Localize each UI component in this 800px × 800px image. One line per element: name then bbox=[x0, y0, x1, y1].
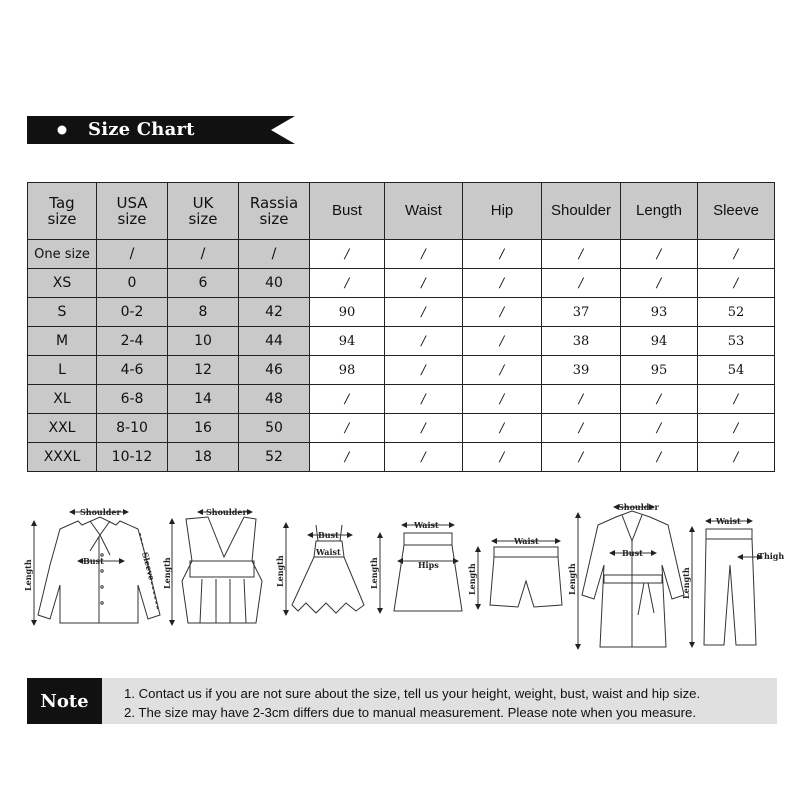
table-cell: 42 bbox=[239, 298, 310, 327]
table-header-row bbox=[28, 183, 775, 240]
label-waist-5: Waist bbox=[514, 536, 539, 546]
table-cell: / bbox=[621, 443, 698, 472]
table-cell: / bbox=[542, 269, 621, 298]
table-cell: 90 bbox=[310, 298, 385, 327]
column-header: Bust bbox=[310, 183, 385, 240]
table-cell: XXL bbox=[28, 414, 97, 443]
table-cell: / bbox=[542, 240, 621, 269]
column-header: USA size bbox=[97, 183, 168, 240]
column-header: Hip bbox=[463, 183, 542, 240]
table-cell: 48 bbox=[239, 385, 310, 414]
table-cell: / bbox=[463, 269, 542, 298]
table-cell: 0 bbox=[97, 269, 168, 298]
table-cell: / bbox=[698, 414, 775, 443]
column-header: Length bbox=[621, 183, 698, 240]
table-cell: / bbox=[385, 298, 463, 327]
table-body bbox=[28, 240, 775, 472]
size-table bbox=[27, 182, 775, 472]
table-cell: M bbox=[28, 327, 97, 356]
column-header: Tag size bbox=[28, 183, 97, 240]
table-cell: 38 bbox=[542, 327, 621, 356]
table-cell: / bbox=[463, 443, 542, 472]
label-shoulder-1: Shoulder bbox=[80, 507, 121, 517]
table-cell: / bbox=[698, 385, 775, 414]
table-cell: / bbox=[385, 443, 463, 472]
label-sleeve: Sleeve bbox=[140, 550, 158, 582]
table-cell: / bbox=[542, 385, 621, 414]
table-cell: 8-10 bbox=[97, 414, 168, 443]
table-cell: 12 bbox=[168, 356, 239, 385]
table-cell: 16 bbox=[168, 414, 239, 443]
table-cell: XXXL bbox=[28, 443, 97, 472]
table-cell: 94 bbox=[310, 327, 385, 356]
table-cell: S bbox=[28, 298, 97, 327]
table-cell: / bbox=[310, 385, 385, 414]
table-cell: 4-6 bbox=[97, 356, 168, 385]
table-cell: / bbox=[310, 269, 385, 298]
table-cell: / bbox=[621, 269, 698, 298]
table-cell: 39 bbox=[542, 356, 621, 385]
table-cell: 44 bbox=[239, 327, 310, 356]
table-cell: 14 bbox=[168, 385, 239, 414]
label-waist-3: Waist bbox=[316, 547, 341, 557]
label-length-2: Length bbox=[162, 557, 172, 589]
table-cell: / bbox=[385, 240, 463, 269]
table-cell: / bbox=[463, 414, 542, 443]
table-cell: / bbox=[239, 240, 310, 269]
label-hips: Hips bbox=[418, 560, 439, 570]
label-waist-7: Waist bbox=[716, 516, 741, 526]
table-cell: 95 bbox=[621, 356, 698, 385]
table-cell: / bbox=[385, 385, 463, 414]
table-cell: 93 bbox=[621, 298, 698, 327]
column-header: Shoulder bbox=[542, 183, 621, 240]
table-cell: 40 bbox=[239, 269, 310, 298]
table-cell: / bbox=[310, 240, 385, 269]
table-cell: 2-4 bbox=[97, 327, 168, 356]
table-cell: 37 bbox=[542, 298, 621, 327]
note-line-2: 2. The size may have 2-3cm differs due to manual measurement. Please note when you measure. bbox=[124, 705, 697, 720]
table-cell: / bbox=[621, 385, 698, 414]
table-cell: 50 bbox=[239, 414, 310, 443]
table-cell: L bbox=[28, 356, 97, 385]
label-length-5: Length bbox=[467, 563, 477, 595]
label-waist-4: Waist bbox=[414, 520, 439, 530]
table-row bbox=[28, 269, 775, 298]
label-length-1: Length bbox=[23, 559, 33, 591]
table-row bbox=[28, 385, 775, 414]
table-cell: / bbox=[621, 414, 698, 443]
label-thigh: Thigh bbox=[758, 551, 785, 561]
column-header: Sleeve bbox=[698, 183, 775, 240]
table-cell: One size bbox=[28, 240, 97, 269]
table-cell: 46 bbox=[239, 356, 310, 385]
note-label: Note bbox=[27, 678, 102, 724]
label-bust-1: Bust bbox=[83, 556, 104, 566]
label-length-6: Length bbox=[567, 563, 577, 595]
note-bar bbox=[27, 678, 777, 724]
table-cell: / bbox=[463, 298, 542, 327]
note-line-1: 1. Contact us if you are not sure about the size, tell us your height, weight, bust, waist and hip size. bbox=[124, 686, 701, 701]
table-cell: / bbox=[463, 356, 542, 385]
table-cell: / bbox=[463, 385, 542, 414]
label-shoulder-6: Shoulder bbox=[618, 502, 659, 512]
table-cell: XS bbox=[28, 269, 97, 298]
column-header: Rassia size bbox=[239, 183, 310, 240]
table-row bbox=[28, 327, 775, 356]
table-cell: / bbox=[542, 414, 621, 443]
garment-illustrations bbox=[20, 495, 785, 665]
table-cell: / bbox=[542, 443, 621, 472]
table-row bbox=[28, 298, 775, 327]
table-cell: / bbox=[463, 240, 542, 269]
label-bust-6: Bust bbox=[622, 548, 643, 558]
size-chart-title: Size Chart bbox=[88, 119, 195, 140]
table-cell: / bbox=[385, 269, 463, 298]
blouse-diagram bbox=[34, 512, 160, 623]
label-length-7: Length bbox=[681, 567, 691, 599]
table-cell: / bbox=[698, 269, 775, 298]
table-cell: / bbox=[385, 414, 463, 443]
shorts-diagram bbox=[478, 541, 562, 607]
table-cell: / bbox=[310, 443, 385, 472]
table-cell: 94 bbox=[621, 327, 698, 356]
table-cell: 10 bbox=[168, 327, 239, 356]
table-row bbox=[28, 240, 775, 269]
table-cell: 8 bbox=[168, 298, 239, 327]
table-cell: / bbox=[621, 240, 698, 269]
table-cell: 98 bbox=[310, 356, 385, 385]
trousers-diagram bbox=[692, 521, 760, 645]
table-cell: 6-8 bbox=[97, 385, 168, 414]
table-row bbox=[28, 414, 775, 443]
label-bust-2: Bust bbox=[318, 530, 339, 540]
table-cell: 18 bbox=[168, 443, 239, 472]
label-length-4: Length bbox=[369, 557, 379, 589]
table-cell: / bbox=[385, 327, 463, 356]
table-cell: 53 bbox=[698, 327, 775, 356]
table-row bbox=[28, 443, 775, 472]
table-row bbox=[28, 356, 775, 385]
table-cell: 10-12 bbox=[97, 443, 168, 472]
coat-diagram bbox=[578, 507, 684, 647]
table-cell: / bbox=[97, 240, 168, 269]
table-cell: 6 bbox=[168, 269, 239, 298]
table-cell: XL bbox=[28, 385, 97, 414]
table-cell: 52 bbox=[698, 298, 775, 327]
table-cell: 0-2 bbox=[97, 298, 168, 327]
table-cell: / bbox=[698, 240, 775, 269]
tank-top-diagram bbox=[172, 512, 262, 623]
table-cell: / bbox=[385, 356, 463, 385]
table-cell: / bbox=[310, 414, 385, 443]
label-length-3: Length bbox=[275, 555, 285, 587]
table-cell: / bbox=[463, 327, 542, 356]
column-header: UK size bbox=[168, 183, 239, 240]
label-shoulder-2: Shoulder bbox=[206, 507, 247, 517]
table-cell: / bbox=[168, 240, 239, 269]
column-header: Waist bbox=[385, 183, 463, 240]
table-cell: / bbox=[698, 443, 775, 472]
table-cell: 52 bbox=[239, 443, 310, 472]
table-cell: 54 bbox=[698, 356, 775, 385]
